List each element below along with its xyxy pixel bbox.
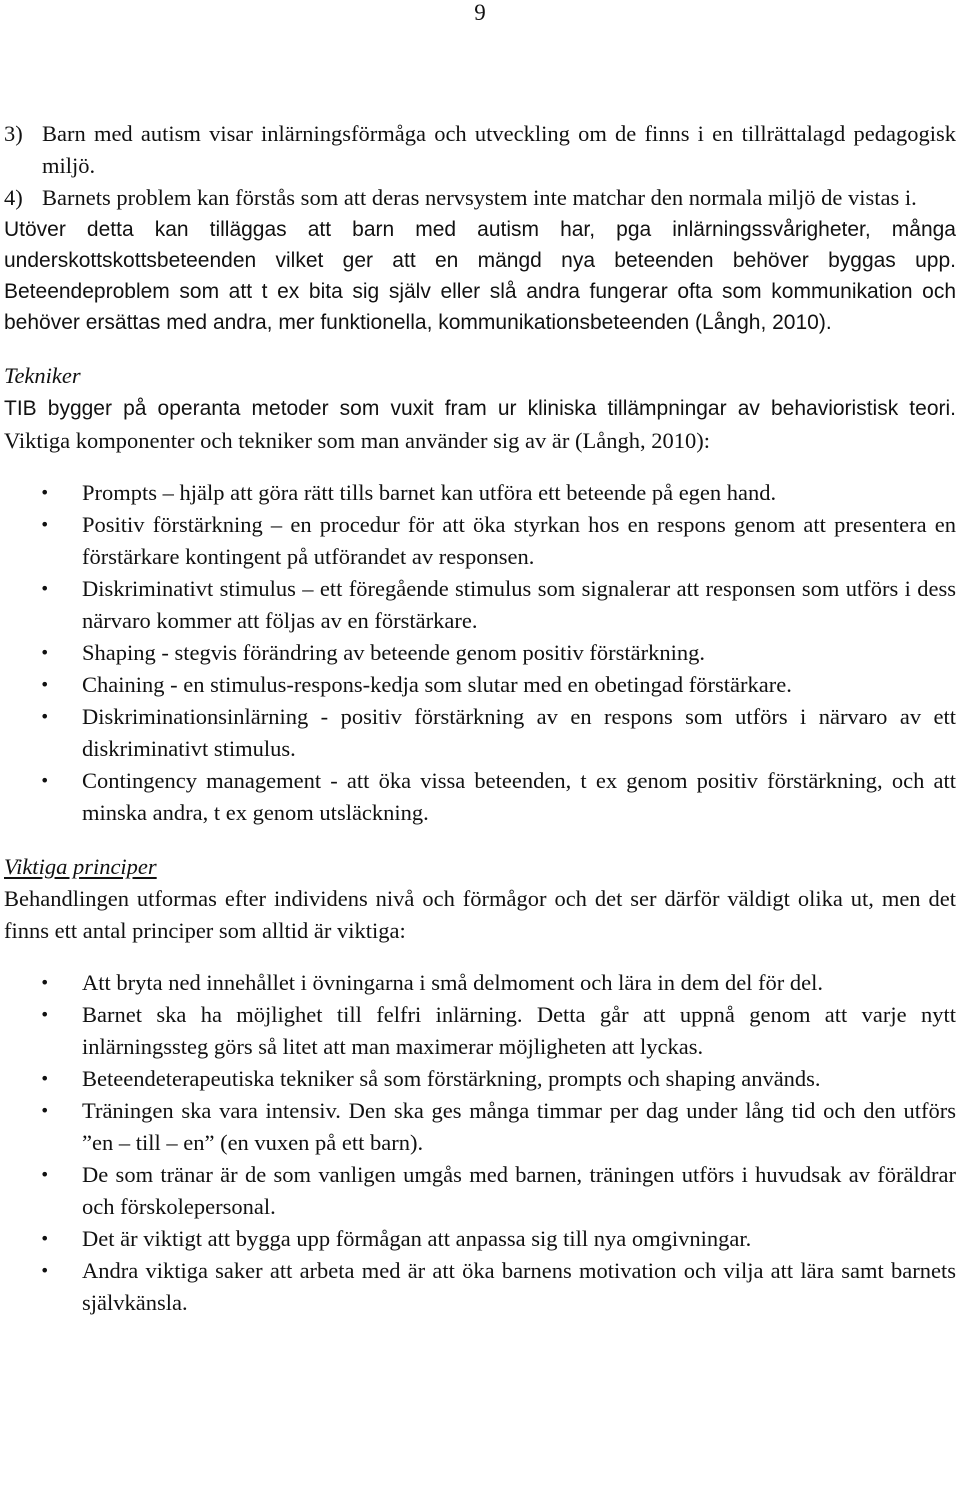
list-text: Barn med autism visar inlärningsförmåga och utveckling om de finns i en tillrättalagd pedagogisk miljö. <box>42 121 956 178</box>
list-item <box>4 1063 956 1095</box>
list-text: Shaping - stegvis förändring av beteende genom positiv förstärkning. <box>82 640 705 665</box>
document-body <box>4 118 956 1319</box>
bullet-icon: • <box>40 643 50 662</box>
bullet-icon: • <box>40 707 50 726</box>
list-item <box>4 967 956 999</box>
section-heading-viktiga-principer: Viktiga principer <box>4 854 157 879</box>
bullet-icon: • <box>40 1069 50 1088</box>
list-item <box>4 1255 956 1319</box>
bullet-icon: • <box>40 1101 50 1120</box>
principles-list <box>4 967 956 1319</box>
bullet-icon: • <box>40 973 50 992</box>
list-text: Contingency management - att öka vissa beteenden, t ex genom positiv förstärkning, och att minska andra, t ex genom utsläckning. <box>82 768 956 825</box>
list-item <box>4 669 956 701</box>
bullet-icon: • <box>40 579 50 598</box>
bullet-icon: • <box>40 771 50 790</box>
list-item <box>4 765 956 829</box>
list-number: 3) <box>4 121 23 146</box>
list-text: De som tränar är de som vanligen umgås med barnen, träningen utförs i huvudsak av föräldrar och förskolepersonal. <box>82 1162 956 1219</box>
list-text: Att bryta ned innehållet i övningarna i små delmoment och lära in dem del för del. <box>82 970 824 995</box>
bullet-icon: • <box>40 515 50 534</box>
bullet-icon: • <box>40 1165 50 1184</box>
list-text: Andra viktiga saker att arbeta med är att öka barnens motivation och vilja att lära samt barnets självkänsla. <box>82 1258 956 1315</box>
section-paragraph <box>4 392 956 457</box>
bullet-icon: • <box>40 1261 50 1280</box>
intro-paragraph: Utöver detta kan tilläggas att barn med autism har, pga inlärningssvårigheter, många underskottskottsbeteenden vilket ger att en mängd nya beteenden behöver byggas upp. Beteendeproblem som att t ex bita sig själv eller slå andra fungerar ofta som kommunikation och behöver ersättas med andra, mer funktionella, kommunikationsbeteenden (Långh, 2010). <box>4 218 956 334</box>
list-text: Beteendeterapeutiska tekniker så som förstärkning, prompts och shaping används. <box>82 1066 821 1091</box>
list-item <box>4 1159 956 1223</box>
bullet-icon: • <box>40 675 50 694</box>
paragraph-sans-part: TIB bygger på operanta metoder som vuxit fram ur kliniska tillämpningar av behavioristisk teori. <box>4 397 956 420</box>
list-item <box>4 118 956 182</box>
list-item <box>4 509 956 573</box>
list-item <box>4 999 956 1063</box>
list-item <box>4 182 956 214</box>
bullet-icon: • <box>40 483 50 502</box>
list-text: Positiv förstärkning – en procedur för att öka styrkan hos en respons genom att presentera en förstärkare kontingent på utförandet av responsen. <box>82 512 956 569</box>
list-text: Det är viktigt att bygga upp förmågan att anpassa sig till nya omgivningar. <box>82 1226 752 1251</box>
list-text: Chaining - en stimulus-respons-kedja som slutar med en obetingad förstärkare. <box>82 672 792 697</box>
techniques-list <box>4 477 956 829</box>
section-heading-tekniker: Tekniker <box>4 363 81 388</box>
list-text: Träningen ska vara intensiv. Den ska ges många timmar per dag under lång tid och den utförs ”en – till – en” (en vuxen på ett barn). <box>82 1098 956 1155</box>
list-item <box>4 637 956 669</box>
list-item <box>4 701 956 765</box>
section-paragraph: Behandlingen utformas efter individens nivå och förmågor och det ser därför väldigt olika ut, men det finns ett antal principer som alltid är viktiga: <box>4 886 956 943</box>
list-text: Prompts – hjälp att göra rätt tills barnet kan utföra ett beteende på egen hand. <box>82 480 777 505</box>
list-number: 4) <box>4 185 23 210</box>
list-text: Barnets problem kan förstås som att deras nervsystem inte matchar den normala miljö de vistas i. <box>42 185 917 210</box>
list-item <box>4 1095 956 1159</box>
paragraph-serif-part: Viktiga komponenter och tekniker som man använder sig av är (Långh, 2010): <box>4 428 710 453</box>
list-item <box>4 477 956 509</box>
list-item <box>4 1223 956 1255</box>
list-text: Diskriminativt stimulus – ett föregående stimulus som signalerar att responsen som utförs i dess närvaro kommer att följas av en förstärkare. <box>82 576 956 633</box>
list-text: Diskriminationsinlärning - positiv förstärkning av en respons som utförs i närvaro av ett diskriminativt stimulus. <box>82 704 956 761</box>
page-number: 9 <box>474 0 486 25</box>
bullet-icon: • <box>40 1229 50 1248</box>
list-item <box>4 573 956 637</box>
bullet-icon: • <box>40 1005 50 1024</box>
list-text: Barnet ska ha möjlighet till felfri inlärning. Detta går att uppnå genom att varje nytt inlärningssteg görs så litet att man maximerar möjligheten att lyckas. <box>82 1002 956 1059</box>
